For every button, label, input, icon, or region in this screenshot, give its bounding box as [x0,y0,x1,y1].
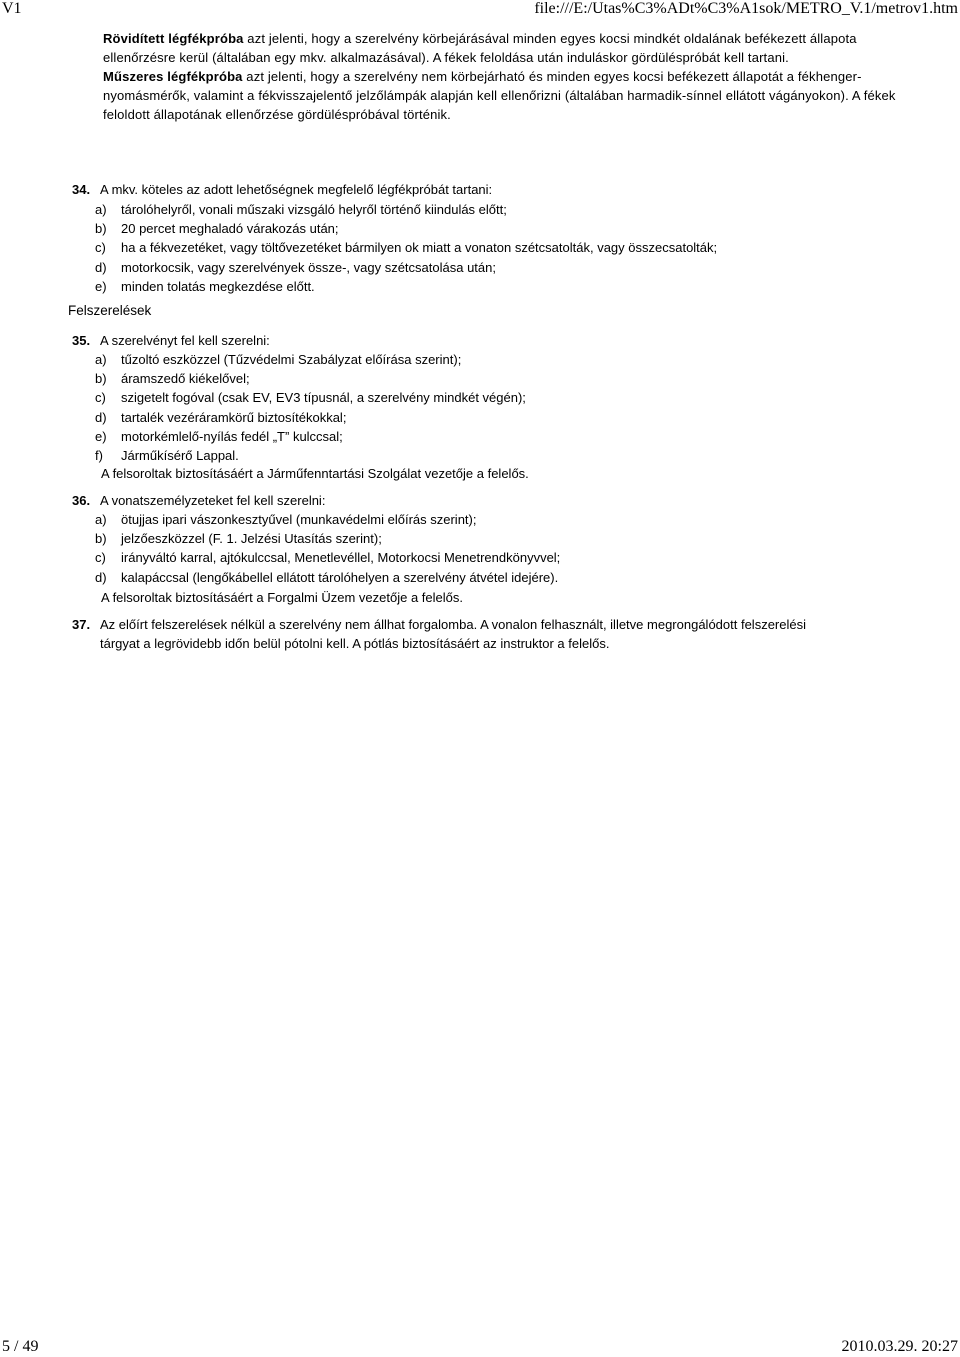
item-letter: f) [95,447,103,463]
responsibility-note: A felsoroltak biztosításáért a Járműfenntartási Szolgálat vezetője a felelős. [101,466,529,481]
item-letter: e) [95,278,107,294]
section-number: 34. [72,182,91,197]
intro-paragraph-2 [103,67,898,124]
item-text: tartalék vezéráramkörű biztosítékokkal; [121,409,347,425]
item-letter: a) [95,512,107,527]
item-text: motorkémlelő-nyílás fedél „T” kulccsal; [121,428,343,444]
item-letter: c) [95,240,106,256]
item-text: tűzoltó eszközzel (Tűzvédelmi Szabályzat előírása szerint); [121,352,462,367]
item-text: ötujjas ipari vászonkesztyűvel (munkavédelmi előírás szerint); [121,512,477,527]
intro-section [103,29,898,124]
item-text: minden tolatás megkezdése előtt. [121,278,315,294]
section-37-line-2: tárgyat a legrövidebb időn belül pótolni kell. A pótlás biztosításáért az instruktor a felelős. [100,636,610,651]
item-letter: c) [95,390,106,406]
item-letter: c) [95,550,106,566]
item-text: 20 percet meghaladó várakozás után; [121,221,339,237]
item-letter: a) [95,202,107,217]
print-datetime: 2010.03.29. 20:27 [841,1338,958,1355]
section-37-line-1: Az előírt felszerelések nélkül a szerelvény nem állhat forgalomba. A vonalon felhasznált, illetve megrongálódott felszerelési [100,617,806,632]
item-text: áramszedő kiékelővel; [121,371,250,387]
header-url: file:///E:/Utas%C3%ADt%C3%A1sok/METRO_V.1/metrov1.htm [534,0,958,17]
item-letter: b) [95,371,107,387]
section-number: 36. [72,493,91,508]
section-number: 35. [72,333,91,348]
item-letter: e) [95,428,107,444]
responsibility-note: A felsoroltak biztosításáért a Forgalmi Üzem vezetője a felelős. [101,590,463,605]
item-letter: a) [95,352,107,367]
item-letter: d) [95,569,107,585]
term-instrument-brake-test: Műszeres légfékpróba [103,69,243,84]
item-text: ha a fékvezetéket, vagy töltővezetéket bármilyen ok miatt a vonaton szétcsatolták, vagy összecsatolták; [121,240,718,256]
section-number: 37. [72,617,91,632]
intro-paragraph-2-text: azt jelenti, hogy a szerelvény nem körbejárható és minden egyes kocsi befékezett állapotát a fékhenger-nyomásmérők, valamint a fékvisszajelentő jelzőlámpák alapján kell ellenőrizni (általában harmadik-sínnel ellátott vágányokon). A fékek feloldott állapotának ellenőrzése gördüléspróbával történik. [103,69,896,122]
section-lead: A vonatszemélyzeteket fel kell szerelni: [100,493,326,508]
section-lead: A mkv. köteles az adott lehetőségnek megfelelő légfékpróbát tartani: [100,182,493,197]
item-letter: d) [95,409,107,425]
item-letter: d) [95,259,107,275]
item-letter: b) [95,531,107,547]
section-heading-equipment: Felszerelések [68,303,152,318]
item-text: Járműkísérő Lappal. [121,447,239,463]
item-text: jelzőeszközzel (F. 1. Jelzési Utasítás szerint); [121,531,382,547]
item-text: motorkocsik, vagy szerelvények össze-, vagy szétcsatolása után; [121,259,496,275]
item-text: kalapáccsal (lengőkábellel ellátott tárolóhelyen a szerelvény átvétel idejére). [121,569,559,585]
item-text: tárolóhelyről, vonali műszaki vizsgáló helyről történő kiindulás előtt; [121,202,507,217]
item-letter: b) [95,221,107,237]
intro-paragraph-1-text: azt jelenti, hogy a szerelvény körbejárásával minden egyes kocsi mindkét oldalának befékezett állapota ellenőrzésre kerül (általában egy mkv. alkalmazásával). A fékek feloldása után induláskor gördüléspróbát kell tartani. [103,31,857,65]
item-text: szigetelt fogóval (csak EV, EV3 típusnál, a szerelvény mindkét végén); [121,390,526,406]
header-title: V1 [2,0,22,17]
intro-paragraph-1 [103,29,898,67]
page-counter: 5 / 49 [2,1338,39,1355]
section-lead: A szerelvényt fel kell szerelni: [100,333,270,348]
item-text: irányváltó karral, ajtókulccsal, Menetlevéllel, Motorkocsi Menetrendkönyvvel; [121,550,561,566]
term-short-brake-test: Rövidített légfékpróba [103,31,244,46]
